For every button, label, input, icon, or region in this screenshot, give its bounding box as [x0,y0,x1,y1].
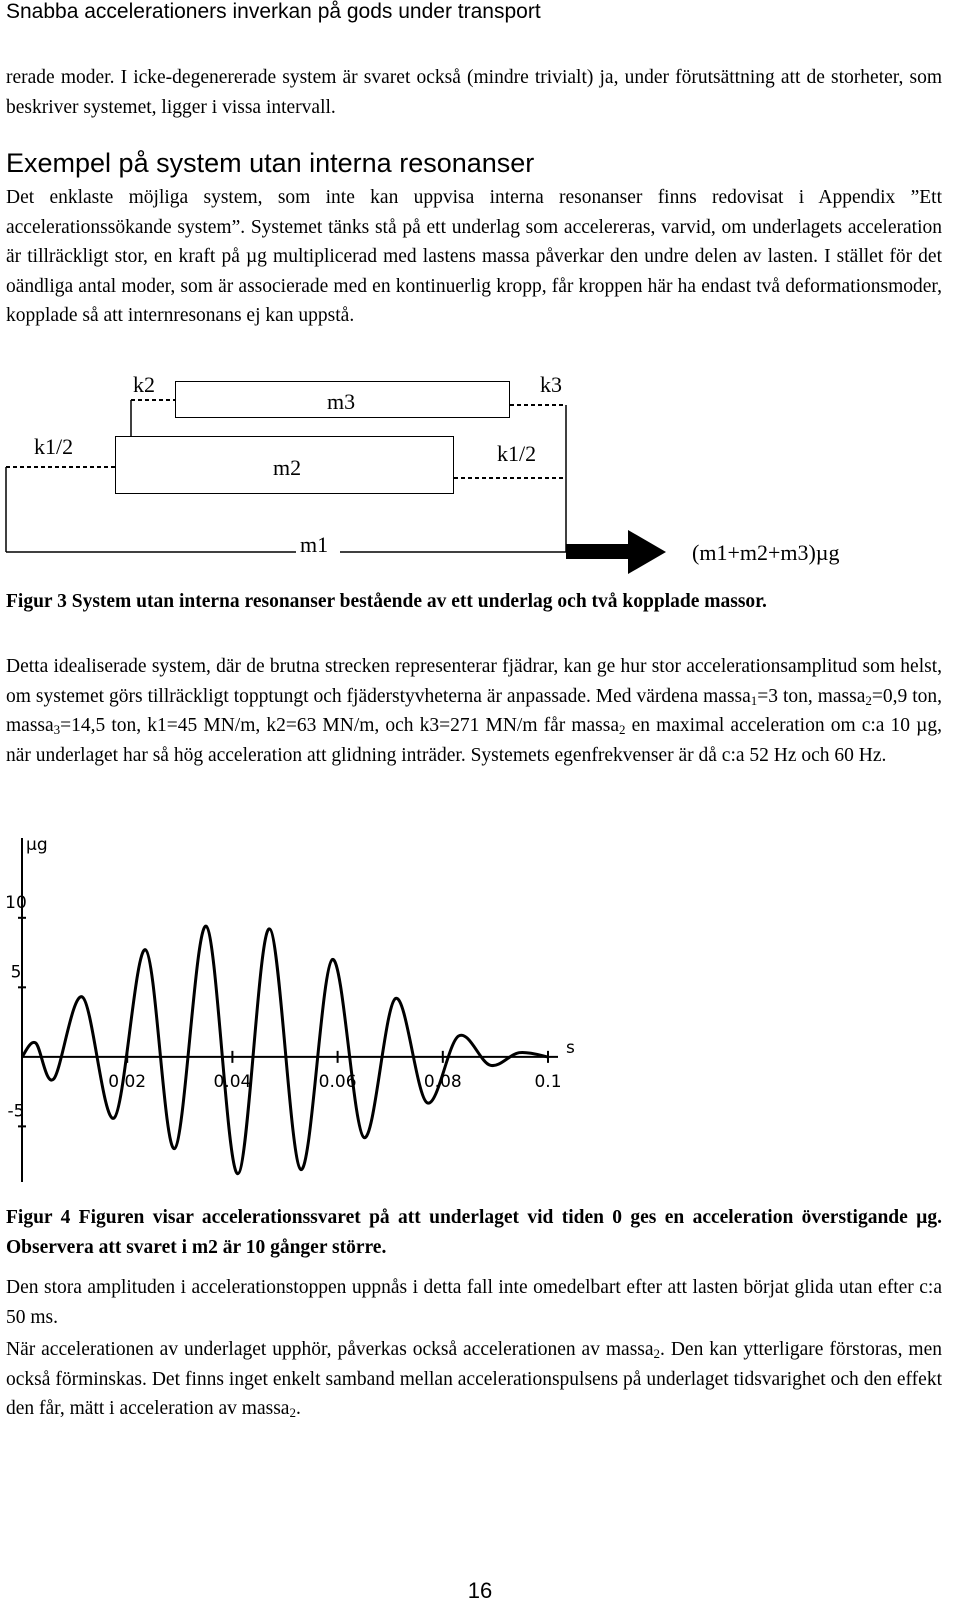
label-k1-left: k1/2 [34,434,74,459]
x-tick-label: 0.04 [213,1071,252,1092]
paragraph-intro: rerade moder. I icke-degenererade system är svaret också (mindre trivialt) ja, under förutsättning att de storheter, som beskriver systemet, ligger i vissa intervall. [6,67,942,118]
paragraph-amplitude: Den stora amplituden i accelerationstoppen uppnås i detta fall inte omedelbart efter att lasten börjat glida utan efter c:a 50 ms. [6,1277,942,1328]
y-axis-label: µg [26,835,48,855]
page-number: 16 [467,1578,493,1603]
x-tick-label: 0.02 [108,1071,147,1092]
force-arrow-shaft [566,544,630,559]
force-arrow-head [628,530,666,574]
paragraph-system-description: Det enklaste möjliga system, som inte kan uppvisa interna resonanser finns redovisat i Appendix ”Ett accelerationssökande system”. Systemet tänks stå på ett underlag som accelereras, varvid, om underlagets acceleration är tillräckligt stor, en kraft på µg multiplicerad med lastens massa påverkar den undre delen av lasten. I stället för det oändliga antal moder, som är associerade med en kontinuerlig kropp, får kroppen här ha endast två deformationsmoder, kopplade så att internresonans ej kan uppstå. [6,187,942,326]
label-k2: k2 [133,372,155,397]
label-force: (m1+m2+m3)µg [692,540,840,565]
figure-4-chart [0,830,620,1190]
paragraph-deceleration: När accelerationen av underlaget upphör, påverkas också accelerationen av massa$_2$. Den kan ytterligare förstoras, men också förminskas. Det finns inget enkelt samband mellan accelerationspulsens på underlaget tidsvarighet och den effekt den får, mätt i acceleration av massa$_2$. [6,1339,942,1420]
figure-3-caption: Figur 3 System utan interna resonanser bestående av ett underlag och två kopplade massor. [6,591,767,612]
label-k1-right: k1/2 [497,441,537,466]
diagram-lines [0,0,960,600]
x-tick-label: 0.08 [423,1071,462,1092]
paragraph-idealized-system: Detta idealiserade system, där de brutna strecken representerar fjädrar, kan ge hur stor accelerationsamplitud som helst, om systemet görs tillräckligt topptungt och fjäderstyvheterna är anpassade. Med värdena massa$_1$=3 ton, massa$_2$=0,9 ton, massa$_3$=14,5 ton, k1=45 MN/m, k2=63 MN/m, och k3=271 MN/m får massa$_2$ en maximal acceleration om c:a 10 µg, när underlaget har så hög acceleration att glidning inträder. Systemets egenfrekvenser är då c:a 52 Hz och 60 Hz. [6,656,943,766]
x-tick-label: 0.1 [534,1071,562,1092]
label-m3: m3 [327,389,356,414]
y-tick-label: 10 [5,892,27,913]
series-line-acceleration [22,926,548,1174]
label-m2: m2 [273,455,302,480]
label-k3: k3 [540,372,562,397]
label-m1: m1 [300,532,329,557]
y-tick-label: 5 [10,962,22,983]
running-header: Snabba accelerationers inverkan på gods under transport [6,0,541,23]
x-tick-label: 0.06 [318,1071,357,1092]
figure-4-caption: Figur 4 Figuren visar accelerationssvaret på att underlaget vid tiden 0 ges en acceleration överstigande µg. Observera att svaret i m2 är 10 gånger större. [6,1207,942,1258]
section-title: Exempel på system utan interna resonanser [6,148,535,178]
y-tick-label: -5 [7,1101,25,1122]
x-axis-label: s [566,1037,575,1058]
